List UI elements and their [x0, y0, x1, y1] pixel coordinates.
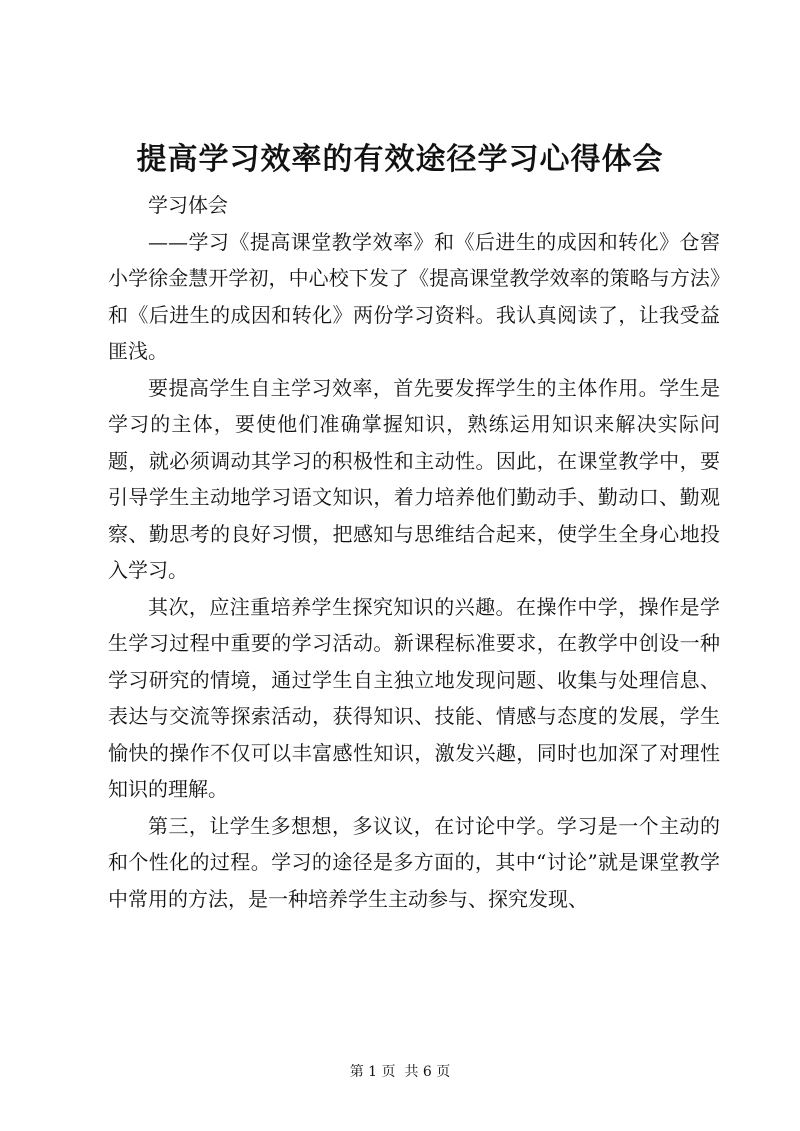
document-title: 提高学习效率的有效途径学习心得体会 [136, 142, 664, 177]
paragraph-second-point: 其次，应注重培养学生探究知识的兴趣。在操作中学，操作是学生学习过程中重要的学习活动。新课程标准要求，在教学中创设一种学习研究的情境，通过学生自主独立地发现问题、收集与处理信息、表达与交流等探索活动，获得知识、技能、情感与态度的发展，学生愉快的操作不仅可以丰富感性知识，激发兴趣，同时也加深了对理性知识的理解。 [108, 594, 720, 801]
paragraph-subtitle: 学习体会 [148, 193, 228, 217]
paragraph-intro: ——学习《提高课堂教学效率》和《后进生的成因和转化》仓窖小学徐金慧开学初，中心校下发了《提高课堂教学效率的策略与方法》和《后进生的成因和转化》两份学习资料。我认真阅读了，让我受益匪浅。 [108, 229, 720, 363]
paragraph-first-point: 要提高学生自主学习效率，首先要发挥学生的主体作用。学生是学习的主体，要使他们准确掌握知识，熟练运用知识来解决实际问题，就必须调动其学习的积极性和主动性。因此，在课堂教学中，要引导学生主动地学习语文知识，着力培养他们勤动手、勤动口、勤观察、勤思考的良好习惯，把感知与思维结合起来，使学生全身心地投入学习。 [108, 375, 720, 582]
paragraph-third-point: 第三，让学生多想想，多议议，在讨论中学。学习是一个主动的和个性化的过程。学习的途径是多方面的，其中“讨论”就是课堂教学中常用的方法，是一种培养学生主动参与、探究发现、 [108, 813, 720, 911]
page-number-footer: 第 1 页 共 6 页 [349, 1064, 451, 1080]
document-body [108, 187, 720, 917]
